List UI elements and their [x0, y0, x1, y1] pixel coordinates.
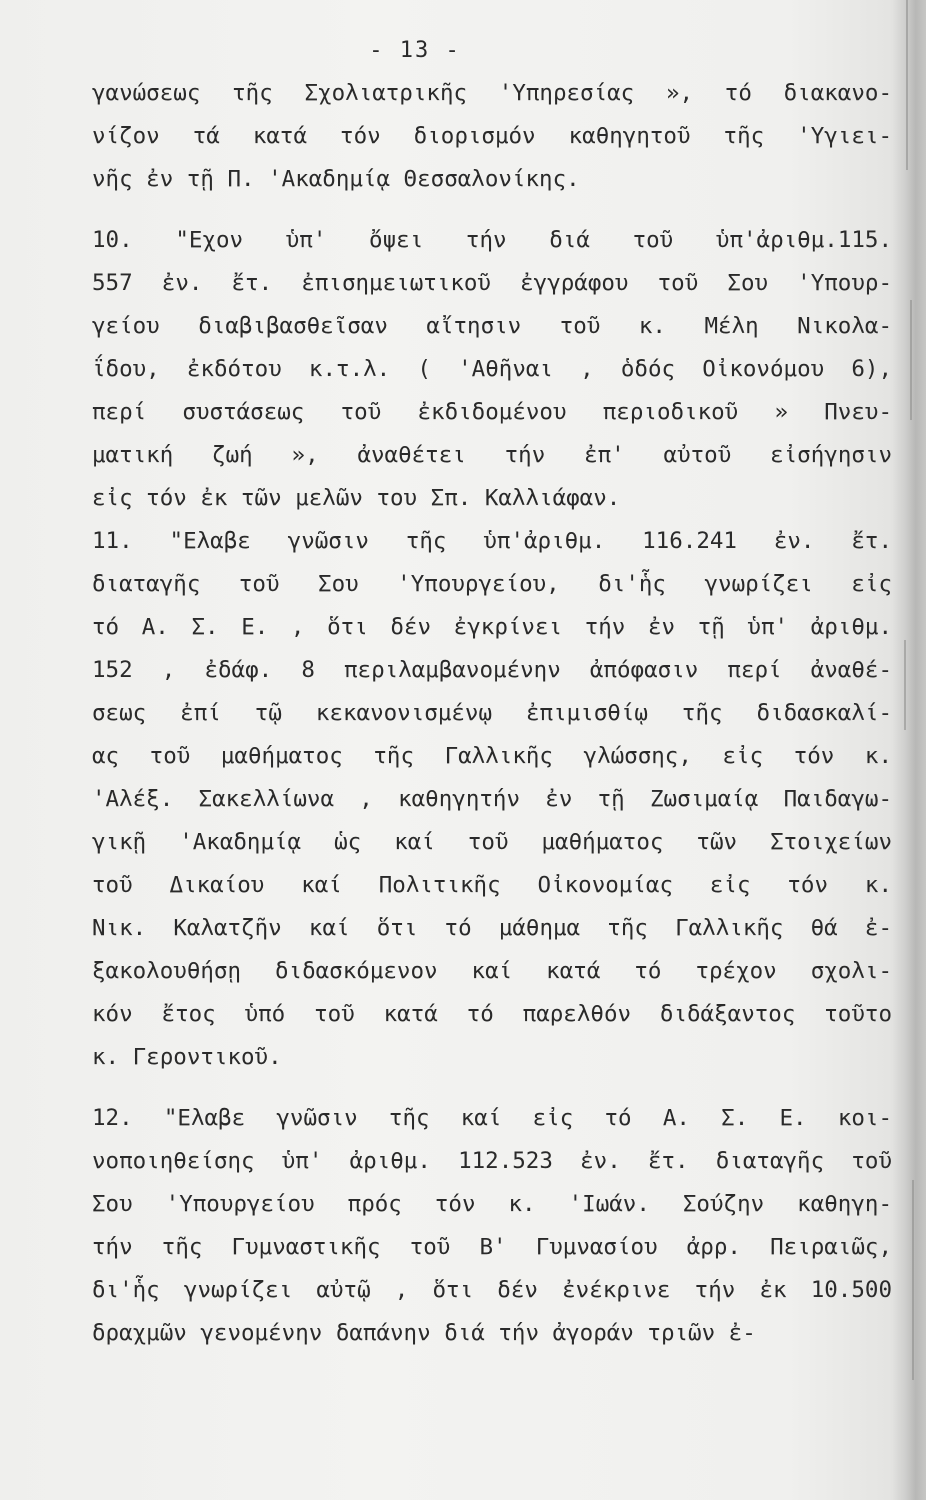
text-line: ας τοῦ μαθήματος τῆς Γαλλικῆς γλώσσης, εἰς τόν κ.: [92, 743, 892, 769]
page-number: - 13 -: [369, 38, 461, 63]
text-line: ΐδου, ἐκδότου κ.τ.λ. ( 'Αθῆναι , ὁδός Οἰκονόμου 6),: [92, 356, 892, 382]
text-line: τοῦ Δικαίου καί Πολιτικῆς Οἰκονομίας εἰς τόν κ.: [92, 872, 892, 898]
paragraph-gap: [92, 201, 892, 219]
text-line: διαταγῆς τοῦ Σου 'Υπουργείου, δι'ἧς γνωρίζει εἰς: [92, 571, 892, 597]
edge-scratch: [910, 300, 912, 420]
text-line: δι'ἧς γνωρίζει αὐτῷ , ὅτι δέν ἐνέκρινε τήν ἐκ 10.500: [92, 1277, 892, 1303]
text-line: νοποιηθείσης ὑπ' ἀριθμ. 112.523 ἐν. ἔτ. διαταγῆς τοῦ: [92, 1148, 892, 1174]
text-line: Σου 'Υπουργείου πρός τόν κ. 'Ιωάν. Σούζην καθηγη-: [92, 1191, 892, 1217]
text-line: ξακολουθήσῃ διδασκόμενον καί κατά τό τρέχον σχολι-: [92, 958, 892, 984]
text-line: 152 , ἐδάφ. 8 περιλαμβανομένην ἀπόφασιν περί ἀναθέ-: [92, 657, 892, 683]
text-line: εἰς τόν ἐκ τῶν μελῶν του Σπ. Καλλιάφαν.: [92, 485, 621, 511]
text-line: κ. Γεροντικοῦ.: [92, 1044, 282, 1070]
edge-scratch: [906, 0, 908, 170]
text-line: 12. "Ελαβε γνῶσιν τῆς καί εἰς τό Α. Σ. Ε. κοι-: [92, 1105, 892, 1131]
text-line: κόν ἔτος ὑπό τοῦ κατά τό παρελθόν διδάξαντος τοῦτο: [92, 1001, 892, 1027]
text-line: τό Α. Σ. Ε. , ὅτι δέν ἐγκρίνει τήν ἐν τῇ ὑπ' ἀριθμ.: [92, 614, 892, 640]
text-line: ματική ζωή », ἀναθέτει τήν ἐπ' αὐτοῦ εἰσήγησιν: [92, 442, 892, 468]
text-line: σεως ἐπί τῷ κεκανονισμένῳ ἐπιμισθίῳ τῆς διδασκαλί-: [92, 700, 892, 726]
text-line: δραχμῶν γενομένην δαπάνην διά τήν ἀγοράν τριῶν ἐ-: [92, 1320, 756, 1346]
paragraph-gap: [92, 1079, 892, 1097]
text-line: 11. "Ελαβε γνῶσιν τῆς ὑπ'ἀριθμ. 116.241 ἐν. ἔτ.: [92, 528, 892, 554]
text-line: τήν τῆς Γυμναστικῆς τοῦ Β' Γυμνασίου ἀρρ. Πειραιῶς,: [92, 1234, 892, 1260]
text-line: 557 ἐν. ἔτ. ἐπισημειωτικοῦ ἐγγράφου τοῦ Σου 'Υπουρ-: [92, 270, 892, 296]
page-binding-edge: [892, 0, 926, 1500]
text-line: περί συστάσεως τοῦ ἐκδιδομένου περιοδικοῦ » Πνευ-: [92, 399, 892, 425]
body-text: [92, 72, 892, 1355]
text-line: 10. "Εχον ὑπ' ὄψει τήν διά τοῦ ὑπ'ἀριθμ.115.: [92, 227, 892, 253]
text-line: γανώσεως τῆς Σχολιατρικῆς 'Υπηρεσίας », τό διακανο-: [92, 80, 892, 106]
edge-scratch: [912, 1180, 914, 1380]
text-line: νῆς ἐν τῇ Π. 'Ακαδημίᾳ Θεσσαλονίκης.: [92, 166, 580, 192]
edge-scratch: [904, 640, 906, 730]
text-line: νίζον τά κατά τόν διορισμόν καθηγητοῦ τῆς 'Υγιει-: [92, 123, 892, 149]
text-line: 'Αλέξ. Σακελλίωνα , καθηγητήν ἐν τῇ Ζωσιμαίᾳ Παιδαγω-: [92, 786, 892, 812]
text-line: γείου διαβιβασθεῖσαν αἴτησιν τοῦ κ. Μέλη Νικολα-: [92, 313, 892, 339]
text-line: γικῇ 'Ακαδημίᾳ ὡς καί τοῦ μαθήματος τῶν Στοιχείων: [92, 829, 892, 855]
text-line: Νικ. Καλατζῆν καί ὅτι τό μάθημα τῆς Γαλλικῆς θά ἐ-: [92, 915, 892, 941]
